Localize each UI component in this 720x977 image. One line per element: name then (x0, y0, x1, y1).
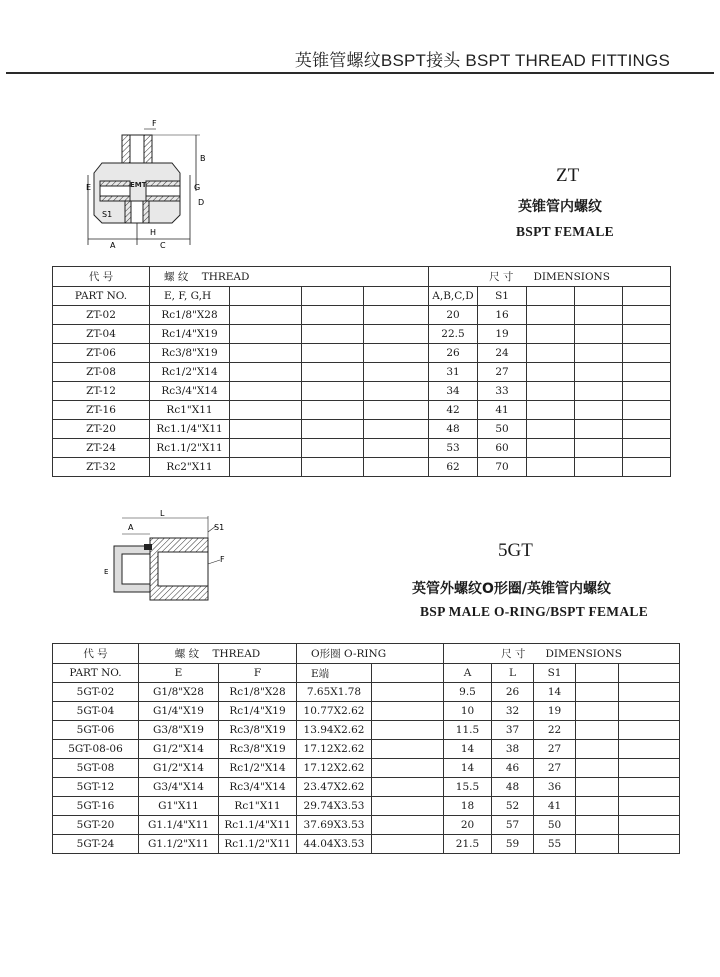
zt-cell: 60 (478, 439, 527, 458)
5gt-cell: 15.5 (444, 778, 492, 797)
zt-row (53, 458, 671, 477)
5gt-cell: 21.5 (444, 835, 492, 854)
5gt-row (53, 683, 680, 702)
5gt-cell: Rc3/8"X19 (219, 721, 297, 740)
5gt-cell: 5GT-06 (53, 721, 139, 740)
5gt-cell: 5GT-02 (53, 683, 139, 702)
5gt-row (53, 816, 680, 835)
5gt-cell: 23.47X2.62 (297, 778, 372, 797)
5gt-cell: 5GT-04 (53, 702, 139, 721)
zt-cell: ZT-20 (53, 420, 150, 439)
zt-cell: Rc1.1/4"X11 (150, 420, 230, 439)
5gt-cell: G1.1/4"X11 (139, 816, 219, 835)
zt-row (53, 382, 671, 401)
5gt-cell: Rc3/8"X19 (219, 740, 297, 759)
zt-row (53, 401, 671, 420)
label2-e: E (104, 568, 109, 576)
zt-cell: 42 (429, 401, 478, 420)
5gt-cell: 27 (534, 759, 576, 778)
5gt-row (53, 797, 680, 816)
zt-cell: 34 (429, 382, 478, 401)
header-code-cn: 代 号 (53, 267, 150, 287)
5gt-cell: 5GT-12 (53, 778, 139, 797)
label-d: D (198, 198, 205, 207)
header2-sub-f: F (219, 664, 297, 683)
5gt-cell: 5GT-24 (53, 835, 139, 854)
zt-cell: ZT-02 (53, 306, 150, 325)
section2-code: 5GT (498, 540, 533, 561)
zt-cell: ZT-24 (53, 439, 150, 458)
section2-name-cn: 英管外螺纹O形圈/英锥管内螺纹 (412, 581, 612, 597)
5gt-cell: G1/2"X14 (139, 740, 219, 759)
5gt-cell: 37.69X3.53 (297, 816, 372, 835)
label2-a: A (128, 523, 134, 532)
header2-thread: 螺 纹 THREAD (139, 644, 297, 664)
label-g: G (194, 183, 201, 192)
zt-cell: 20 (429, 306, 478, 325)
5gt-row (53, 740, 680, 759)
5gt-cell: G1.1/2"X11 (139, 835, 219, 854)
zt-row (53, 439, 671, 458)
5gt-cell: 14 (534, 683, 576, 702)
5gt-cell: 20 (444, 816, 492, 835)
5gt-cell: 5GT-08 (53, 759, 139, 778)
zt-cell: 26 (429, 344, 478, 363)
zt-cell: Rc3/4"X14 (150, 382, 230, 401)
5gt-cell: 41 (534, 797, 576, 816)
5gt-cell: 5GT-20 (53, 816, 139, 835)
5gt-row (53, 702, 680, 721)
5gt-cell: G1/8"X28 (139, 683, 219, 702)
5gt-cell: Rc1.1/4"X11 (219, 816, 297, 835)
zt-cell: 19 (478, 325, 527, 344)
zt-cell: 48 (429, 420, 478, 439)
header2-sub-e: E (139, 664, 219, 683)
5gt-cell: Rc1/4"X19 (219, 702, 297, 721)
5gt-adapter-drawing (98, 508, 238, 608)
5gt-cell: 14 (444, 740, 492, 759)
label-b: B (200, 154, 206, 163)
zt-row (53, 344, 671, 363)
5gt-cell: 55 (534, 835, 576, 854)
zt-row (53, 363, 671, 382)
5gt-cell: 10.77X2.62 (297, 702, 372, 721)
5gt-row (53, 835, 680, 854)
zt-cell: 70 (478, 458, 527, 477)
5gt-cell: 38 (492, 740, 534, 759)
label2-l: L (160, 509, 165, 518)
zt-cross-drawing (80, 115, 220, 255)
5gt-cell: 52 (492, 797, 534, 816)
zt-cell: 22.5 (429, 325, 478, 344)
5gt-cell: 27 (534, 740, 576, 759)
label-a: A (110, 241, 116, 250)
5gt-cell: 18 (444, 797, 492, 816)
zt-cell: 24 (478, 344, 527, 363)
5gt-cell: G3/4"X14 (139, 778, 219, 797)
5gt-cell: 29.74X3.53 (297, 797, 372, 816)
5gt-cell: 17.12X2.62 (297, 740, 372, 759)
label2-s1: S1 (214, 523, 225, 532)
5gt-cell: 32 (492, 702, 534, 721)
label-h: H (150, 228, 157, 237)
5gt-cell: 59 (492, 835, 534, 854)
header2-oring-sub: E端 (297, 664, 372, 683)
zt-cell: ZT-16 (53, 401, 150, 420)
5gt-cell: 5GT-08-06 (53, 740, 139, 759)
5gt-cell: Rc1/2"X14 (219, 759, 297, 778)
5gt-cell: 22 (534, 721, 576, 740)
section2-name-en: BSP MALE O-RING/BSPT FEMALE (420, 604, 649, 619)
label-s1: S1 (102, 210, 113, 219)
section1-name-cn: 英锥管内螺纹 (518, 199, 602, 215)
header-thread-sub: E, F, G,H (150, 287, 230, 306)
5gt-cell: 10 (444, 702, 492, 721)
label-e: E (86, 183, 92, 192)
zt-cell: 50 (478, 420, 527, 439)
5gt-cell: 7.65X1.78 (297, 683, 372, 702)
5gt-cell: 37 (492, 721, 534, 740)
5gt-row (53, 778, 680, 797)
section1-code: ZT (556, 165, 580, 186)
5gt-cell: 19 (534, 702, 576, 721)
zt-cell: 41 (478, 401, 527, 420)
header-dimensions: 尺 寸 DIMENSIONS (429, 267, 671, 287)
header2-part-no: PART NO. (53, 664, 139, 683)
5gt-cell: 48 (492, 778, 534, 797)
zt-cell: Rc3/8"X19 (150, 344, 230, 363)
header-rule (6, 72, 714, 74)
header-thread: 螺 纹 THREAD (150, 267, 429, 287)
5gt-cell: 50 (534, 816, 576, 835)
5gt-cell: Rc1"X11 (219, 797, 297, 816)
5gt-cell: 13.94X2.62 (297, 721, 372, 740)
5gt-cell: G3/8"X19 (139, 721, 219, 740)
5gt-cell: 46 (492, 759, 534, 778)
5gt-cell: 14 (444, 759, 492, 778)
5gt-cell: 9.5 (444, 683, 492, 702)
5gt-row (53, 759, 680, 778)
zt-table (52, 266, 671, 477)
zt-row (53, 420, 671, 439)
5gt-cell: Rc1/8"X28 (219, 683, 297, 702)
header2-oring: O形圈 O-RING (297, 644, 444, 664)
zt-cell: Rc1/4"X19 (150, 325, 230, 344)
zt-cell: Rc1/2"X14 (150, 363, 230, 382)
5gt-cell: 11.5 (444, 721, 492, 740)
page-header-title: 英锥管螺纹BSPT接头 BSPT THREAD FITTINGS (294, 51, 670, 70)
5gt-cell: G1"X11 (139, 797, 219, 816)
zt-cell: Rc2"X11 (150, 458, 230, 477)
header-dim-sub2: S1 (478, 287, 527, 306)
header2-sub-a: A (444, 664, 492, 683)
5gt-cell: 44.04X3.53 (297, 835, 372, 854)
5gt-cell: 5GT-16 (53, 797, 139, 816)
zt-cell: Rc1.1/2"X11 (150, 439, 230, 458)
zt-cell: 27 (478, 363, 527, 382)
5gt-cell: G1/4"X19 (139, 702, 219, 721)
zt-row (53, 306, 671, 325)
zt-cell: ZT-12 (53, 382, 150, 401)
emt-stamp: EMT (130, 181, 147, 189)
5gt-row (53, 721, 680, 740)
5gt-cell: 36 (534, 778, 576, 797)
zt-cell: 31 (429, 363, 478, 382)
header2-sub-l: L (492, 664, 534, 683)
zt-cell: ZT-06 (53, 344, 150, 363)
header-part-no: PART NO. (53, 287, 150, 306)
5gt-table (52, 643, 680, 854)
label-f: F (152, 119, 157, 128)
label2-f: F (220, 555, 225, 564)
header2-dimensions: 尺 寸 DIMENSIONS (444, 644, 680, 664)
zt-cell: ZT-32 (53, 458, 150, 477)
zt-cell: 53 (429, 439, 478, 458)
zt-cell: 33 (478, 382, 527, 401)
zt-cell: 16 (478, 306, 527, 325)
zt-cell: 62 (429, 458, 478, 477)
zt-cell: Rc1"X11 (150, 401, 230, 420)
5gt-cell: 17.12X2.62 (297, 759, 372, 778)
5gt-cell: Rc3/4"X14 (219, 778, 297, 797)
5gt-cell: 57 (492, 816, 534, 835)
header2-sub-s1: S1 (534, 664, 576, 683)
zt-row (53, 325, 671, 344)
label-c: C (160, 241, 166, 250)
header-dim-sub1: A,B,C,D (429, 287, 478, 306)
section1-name-en: BSPT FEMALE (516, 224, 614, 239)
header2-code-cn: 代 号 (53, 644, 139, 664)
5gt-cell: G1/2"X14 (139, 759, 219, 778)
5gt-cell: Rc1.1/2"X11 (219, 835, 297, 854)
zt-cell: ZT-04 (53, 325, 150, 344)
zt-cell: Rc1/8"X28 (150, 306, 230, 325)
5gt-cell: 26 (492, 683, 534, 702)
zt-cell: ZT-08 (53, 363, 150, 382)
